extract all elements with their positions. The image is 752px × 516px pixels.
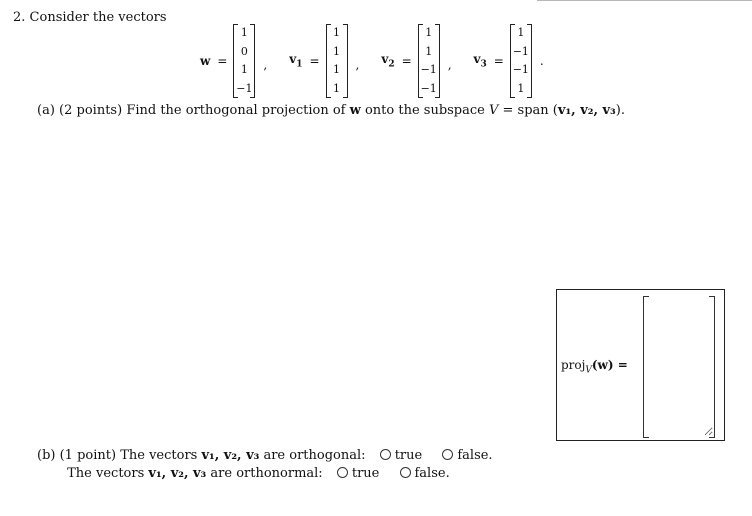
part-b-line-2: The vectors v₁, v₂, v₃ are orthonormal: true false.	[67, 466, 450, 481]
part-b-question	[37, 447, 493, 483]
vector-v3-label: $v_3$	[473, 52, 487, 70]
top-rule	[537, 0, 752, 1]
vector-v3-matrix	[510, 24, 532, 98]
matrix-entry: −1	[512, 44, 529, 58]
matrix-entry: 1	[333, 63, 341, 77]
problem-header	[13, 10, 167, 25]
problem-intro: Consider the vectors	[29, 10, 167, 25]
orthogonal-false-radio[interactable]	[442, 449, 453, 460]
projection-answer-box	[556, 289, 725, 441]
problem-number: 2.	[13, 10, 26, 25]
matrix-entry: −1	[420, 63, 437, 77]
orthogonal-true-radio[interactable]	[380, 449, 391, 460]
projection-label: proj$_V$(w) =	[561, 358, 628, 376]
matrix-entry: 1	[333, 44, 341, 58]
matrix-entry: −1	[512, 63, 529, 77]
vector-v2-matrix	[418, 24, 440, 98]
matrix-entry: 1	[425, 26, 433, 40]
matrix-entry: 1	[333, 81, 341, 95]
matrix-entry: 1	[240, 26, 248, 40]
matrix-entry: −1	[420, 81, 437, 95]
vector-v1-matrix	[326, 24, 348, 98]
orthonormal-true-radio[interactable]	[337, 467, 348, 478]
matrix-entry: 1	[333, 26, 341, 40]
matrix-entry: 0	[240, 44, 248, 58]
part-a-question: (a) (2 points) Find the orthogonal projection of w onto the subspace V = span (v₁, v₂, v₃).	[37, 103, 625, 118]
vector-w-label: w	[200, 54, 211, 68]
vector-v2-label: $v_2$	[381, 52, 395, 70]
orthonormal-false-label: false.	[414, 466, 450, 481]
vector-definitions: w = 1 0 1 −1 , $v_1$ = 1 1 1 1 , $v_2$ = 1 1 −1 −1 , $v_3$ = 1 −1 −1 1 .	[200, 22, 544, 100]
orthonormal-false-radio[interactable]	[400, 467, 411, 478]
vector-v1-label: $v_1$	[289, 52, 303, 70]
part-b-line-1: (b) (1 point) The vectors v₁, v₂, v₃ are orthogonal: true false.	[37, 448, 493, 463]
matrix-entry: −1	[236, 81, 253, 95]
matrix-entry: 1	[425, 44, 433, 58]
orthogonal-true-label: true	[394, 448, 423, 463]
vector-w-matrix	[233, 24, 255, 98]
matrix-entry: 1	[240, 63, 248, 77]
matrix-entry: 1	[517, 81, 525, 95]
orthonormal-true-label: true	[351, 466, 380, 481]
orthogonal-false-label: false.	[457, 448, 493, 463]
right-bracket	[709, 296, 715, 438]
matrix-entry: 1	[517, 26, 525, 40]
projection-answer-input[interactable]	[649, 300, 713, 436]
